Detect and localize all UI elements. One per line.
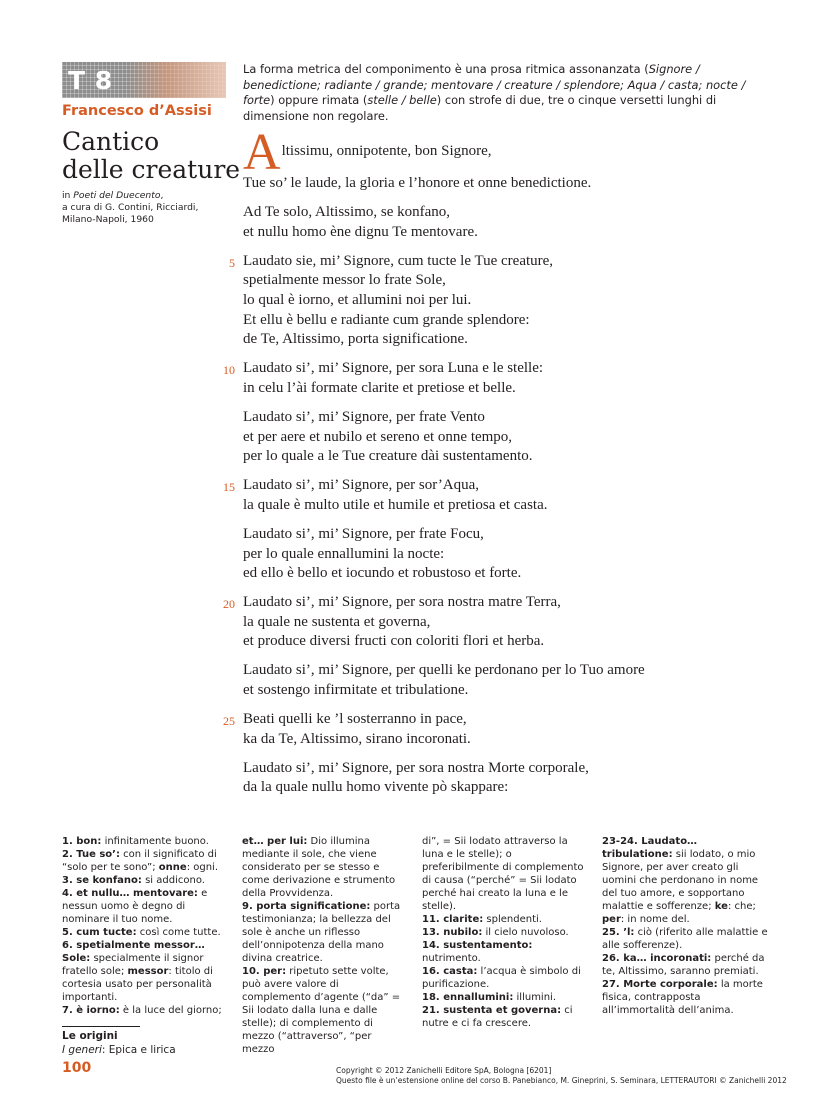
note-text: porta testimonianza; la bellezza del sole è anche un riflesso dell’onnipotenza della mano divina creatrice.: [242, 901, 401, 964]
poem-stanza: [243, 525, 763, 584]
note-text: e nessun uomo è degno di nominare il tuo nome.: [62, 888, 208, 925]
line-number: 25: [223, 714, 235, 729]
note-text: illumini.: [513, 992, 557, 1003]
note-term: per: [602, 914, 621, 925]
note-text: perché da te, Altissimo, saranno premiati.: [602, 953, 765, 977]
poem-line: Laudato si’, mi’ Signore, per sora nostra matre Terra,: [243, 594, 561, 611]
genres-line: [62, 1044, 176, 1056]
note-text: sii lodato, o mio Signore, per aver creato gli uomini che perdonano in nome del tuo amore, e sopportano malattie e sofferenze;: [602, 849, 759, 912]
notes-column-2: [242, 835, 407, 1056]
source-suffix: ,: [160, 190, 164, 201]
note-entry: [422, 835, 588, 913]
copyright-line: Questo file è un’estensione online del corso B. Panebianco, M. Gineprini, S. Seminara, LETTERAUTORI © Zanichelli 2012: [336, 1076, 787, 1085]
genres-label: I generi: [62, 1044, 102, 1056]
note-term: onne: [158, 862, 187, 873]
poem-line: et sostengo infirmitate et tribulatione.: [243, 682, 469, 699]
note-text: ciò (riferito alle malattie e alle sofferenze).: [602, 927, 768, 951]
poem-stanza: [223, 476, 763, 515]
poem-stanza: [243, 124, 763, 194]
note-text: l’acqua è simbolo di purificazione.: [422, 966, 581, 990]
metric-intro: [243, 62, 773, 124]
note-term: 10. per:: [242, 966, 287, 977]
note-term: 26. ka… incoronati:: [602, 953, 712, 964]
poem-line: per lo quale ennallumini la nocte:: [243, 545, 445, 562]
poem-stanza: [243, 661, 763, 700]
page-number: 100: [62, 1060, 92, 1076]
note-term: 7. è iorno:: [62, 1005, 120, 1016]
note-text: ci nutre e ci fa crescere.: [422, 1005, 573, 1029]
note-entry: [422, 965, 588, 991]
note-entry: [242, 835, 407, 900]
note-term: 9. porta significatione:: [242, 901, 371, 912]
copyright-notice: [336, 1066, 787, 1086]
note-text: nutrimento.: [422, 953, 481, 964]
note-term: 11. clarite:: [422, 914, 484, 925]
poem-stanza: [243, 759, 763, 798]
poem-line: Laudato si’, mi’ Signore, per frate Focu,: [243, 525, 484, 542]
note-entry: [62, 1004, 224, 1017]
note-term: 3. se konfano:: [62, 875, 142, 886]
note-entry: [62, 874, 224, 887]
note-entry: [602, 952, 768, 978]
note-text: di”, = Sii lodato attraverso la luna e le stelle); o preferibilmente di complemento di causa (“perché” = Sii lodato perché hai creato la luna e le stelle).: [422, 836, 584, 912]
poem-stanza: [223, 710, 763, 749]
note-term: 16. casta:: [422, 966, 478, 977]
genres-value: : Epica e lirica: [101, 1044, 176, 1056]
line-number: 15: [223, 480, 235, 495]
label-gradient: [126, 62, 226, 98]
note-text: ripetuto sette volte, può avere valore di complemento d’agente (“da” = Sii lodato dalla luna e dalle stelle); di complemento di mezzo (“attraverso”, “per mezzo: [242, 966, 401, 1055]
notes-column-3: [422, 835, 588, 1030]
poem-line: la quale ne sustenta et governa,: [243, 613, 431, 630]
poem-line: per lo quale a le Tue creature dài sustentamento.: [243, 448, 533, 465]
note-term: 1. bon:: [62, 836, 102, 847]
footer-divider: [62, 1026, 140, 1027]
poem-line: de Te, Altissimo, porta significatione.: [243, 331, 468, 348]
note-text: : titolo di cortesia usato per personalità importanti.: [62, 966, 213, 1003]
poem-stanza: [243, 408, 763, 467]
notes-column-4: [602, 835, 768, 1017]
poem-line: da la quale nullu homo vivente pò skappare:: [243, 779, 509, 796]
note-term: 14. sustentamento:: [422, 940, 533, 951]
poem-line: et nullu homo ène dignu Te mentovare.: [243, 223, 478, 240]
note-text: : in nome del.: [620, 914, 690, 925]
note-entry: [62, 835, 224, 848]
line-number: 20: [223, 597, 235, 612]
note-entry: [62, 926, 224, 939]
poem-line: et per aere et nubilo et sereno et onne tempo,: [243, 428, 513, 445]
poem-stanza: [223, 593, 763, 652]
note-term: 27. Morte corporale:: [602, 979, 718, 990]
note-text: : ogni.: [186, 862, 218, 873]
poem-line: Laudato si’, mi’ Signore, per sora Luna e le stelle:: [243, 360, 544, 377]
intro-rhymes: stelle / belle: [367, 93, 437, 107]
intro-text: La forma metrica del componimento è una prosa ritmica assonanzata (: [243, 62, 649, 76]
note-text: con il significato di “solo per te sono”;: [62, 849, 217, 873]
drop-cap: A: [243, 124, 281, 181]
author-name: Francesco d’Assisi: [62, 103, 212, 119]
note-text: Dio illumina mediante il sole, che viene considerato per se stesso e come derivazione e strumento della Provvidenza.: [242, 836, 396, 899]
note-term: 25. ’l:: [602, 927, 635, 938]
note-entry: [422, 926, 588, 939]
poem-title-line: Cantico: [62, 127, 160, 156]
poem-line: Laudato sie, mi’ Signore, cum tucte le Tue creature,: [243, 252, 554, 269]
source-book-title: Poeti del Duecento: [73, 190, 161, 201]
copyright-line: Copyright © 2012 Zanichelli Editore SpA, Bologna [6201]: [336, 1066, 552, 1075]
section-name: Le origini: [62, 1030, 118, 1042]
note-entry: [602, 978, 768, 1017]
note-entry: [62, 848, 224, 874]
note-term: 2. Tue so’:: [62, 849, 120, 860]
source-publisher: Milano-Napoli, 1960: [62, 214, 154, 225]
source-prefix: in: [62, 190, 74, 201]
poem-line: ka da Te, Altissimo, sirano incoronati.: [243, 730, 471, 747]
poem-stanza: [229, 252, 763, 350]
source-editor: a cura di G. Contini, Ricciardi,: [62, 202, 199, 213]
intro-text: ) con strofe di due, tre o cinque versetti lunghi di dimensione non regolare.: [243, 93, 717, 123]
note-term: 18. ennallumini:: [422, 992, 514, 1003]
notes-column-1: [62, 835, 224, 1017]
poem-line: Laudato si’, mi’ Signore, per frate Vento: [243, 408, 485, 425]
poem-line: lo qual è iorno, et allumini noi per lui.: [243, 291, 472, 308]
note-entry: [242, 965, 407, 1056]
note-text: infinitamente buono.: [101, 836, 209, 847]
note-term: 4. et nullu… mentovare:: [62, 888, 198, 899]
note-term: 6. spetialmente messor… Sole:: [62, 940, 205, 964]
line-number: 10: [223, 363, 235, 378]
note-text: il cielo nuvoloso.: [482, 927, 569, 938]
poem-line: spetialmente messor lo frate Sole,: [243, 272, 446, 289]
note-term: 23-24. Laudato… tribulatione:: [602, 836, 698, 860]
note-term: et… per lui:: [242, 836, 308, 847]
poem-line: ltissimu, onnipotente, bon Signore,: [281, 143, 492, 159]
poem-stanza: [223, 359, 763, 398]
poem-line: in celu l’ài formate clarite et pretiose et belle.: [243, 379, 516, 396]
note-entry: [602, 926, 768, 952]
line-number: 5: [229, 255, 235, 270]
note-entry: [422, 991, 588, 1004]
poem-line: Laudato si’, mi’ Signore, per sora nostra Morte corporale,: [243, 759, 589, 776]
note-text: la morte fisica, contrapposta all’immortalità dell’anima.: [602, 979, 763, 1016]
section-label-box: [62, 62, 226, 98]
poem-line: la quale è multo utile et humile et pretiosa et casta.: [243, 496, 548, 513]
poem-line: Ad Te solo, Altissimo, se konfano,: [243, 204, 451, 221]
poem-line: Beati quelli ke ’l sosterranno in pace,: [243, 711, 467, 728]
note-entry: [62, 887, 224, 926]
note-entry: [422, 1004, 588, 1030]
poem-line: Tue so’ le laude, la gloria e l’honore et onne benedictione.: [243, 175, 592, 191]
poem-title-line: delle creature: [62, 155, 241, 184]
note-entry: [242, 900, 407, 965]
intro-text: ) oppure rimata (: [270, 93, 368, 107]
note-text: : che;: [727, 901, 756, 912]
note-term: ke: [714, 901, 728, 912]
poem-line: Laudato si’, mi’ Signore, per sor’Aqua,: [243, 477, 480, 494]
note-term: 21. sustenta et governa:: [422, 1005, 562, 1016]
poem-body: [223, 124, 763, 808]
poem-line: Laudato si’, mi’ Signore, per quelli ke perdonano per lo Tuo amore: [243, 662, 645, 679]
poem-line: et produce diversi fructi con coloriti flori et herba.: [243, 633, 545, 650]
note-entry: [62, 939, 224, 1004]
note-term: 13. nubilo:: [422, 927, 483, 938]
poem-line: ed ello è bello et iocundo et robustoso et forte.: [243, 565, 522, 582]
note-text: è la luce del giorno;: [119, 1005, 222, 1016]
poem-stanza: [243, 203, 763, 242]
poem-title: [62, 127, 241, 184]
note-entry: [422, 913, 588, 926]
note-entry: [422, 939, 588, 965]
note-text: splendenti.: [483, 914, 542, 925]
note-text: così come tutte.: [136, 927, 221, 938]
poem-line: Et ellu è bellu e radiante cum grande splendore:: [243, 311, 530, 328]
intro-rhymes: Signore / benedictione; radiante / grande; mentovare / creature / splendore; Aqua / casta; nocte / forte: [243, 62, 746, 107]
note-term: messor: [127, 966, 169, 977]
note-entry: [602, 835, 768, 926]
text-number-label: T 8: [68, 66, 113, 95]
source-citation: [62, 190, 212, 226]
note-text: si addicono.: [141, 875, 205, 886]
note-text: specialmente il signor fratello sole;: [62, 953, 204, 977]
note-term: 5. cum tucte:: [62, 927, 137, 938]
